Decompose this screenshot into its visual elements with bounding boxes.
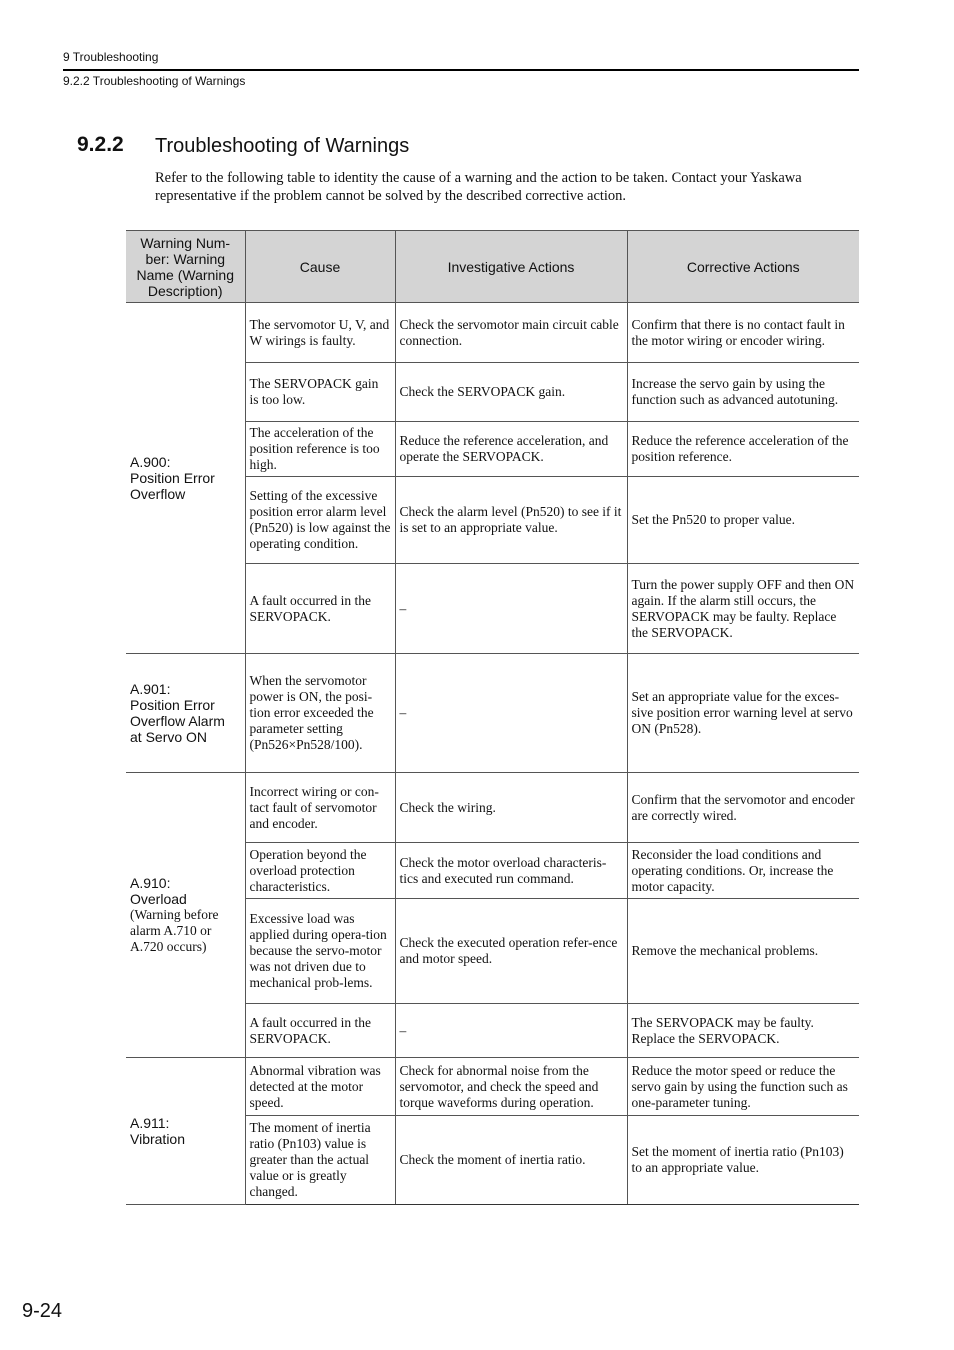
warning-code: A.910: Overload — [130, 875, 187, 907]
investigative-cell: Check the SERVOPACK gain. — [395, 363, 627, 422]
cause-cell: When the servomotor power is ON, the posi-tion error exceeded the parameter setting (Pn526×Pn528/100). — [245, 654, 395, 773]
corrective-cell: Set an appropriate value for the exces-sive position error warning level at servo ON (Pn528). — [627, 654, 859, 773]
cause-cell: A fault occurred in the SERVOPACK. — [245, 1004, 395, 1058]
warning-code-cell — [126, 1058, 245, 1205]
corrective-cell: Set the Pn520 to proper value. — [627, 477, 859, 564]
warning-code: A.901: Position Error Overflow Alarm at Servo ON — [130, 681, 225, 745]
corrective-cell: Turn the power supply OFF and then ON again. If the alarm still occurs, the SERVOPACK may be faulty. Replace the SERVOPACK. — [627, 564, 859, 654]
warning-code-cell — [126, 303, 245, 654]
cause-cell: Setting of the excessive position error alarm level (Pn520) is low against the operating condition. — [245, 477, 395, 564]
header-rule — [63, 69, 859, 71]
investigative-cell: Check the moment of inertia ratio. — [395, 1116, 627, 1205]
investigative-cell: – — [395, 654, 627, 773]
cause-cell: The acceleration of the position reference is too high. — [245, 422, 395, 477]
cause-cell: Incorrect wiring or con-tact fault of servomotor and encoder. — [245, 773, 395, 843]
intro-paragraph: Refer to the following table to identity the cause of a warning and the action to be taken. Contact your Yaskawa representative if the problem cannot be solved by the described corrective action. — [155, 170, 802, 204]
cause-cell: The moment of inertia ratio (Pn103) value is greater than the actual value or is greatly changed. — [245, 1116, 395, 1205]
corrective-cell: Reconsider the load conditions and operating conditions. Or, increase the motor capacity. — [627, 843, 859, 899]
section-number: 9.2.2 — [77, 133, 124, 156]
running-header-section: 9.2.2 Troubleshooting of Warnings — [63, 74, 246, 88]
corrective-cell: Confirm that there is no contact fault in the motor wiring or encoder wiring. — [627, 303, 859, 363]
cause-cell: Excessive load was applied during opera-tion because the servo-motor was not driven due to mechanical prob-lems. — [245, 899, 395, 1004]
table-header-row — [126, 231, 859, 303]
cause-cell: A fault occurred in the SERVOPACK. — [245, 564, 395, 654]
warning-code: A.900: Position Error Overflow — [130, 454, 215, 502]
cause-cell: Operation beyond the overload protection characteristics. — [245, 843, 395, 899]
header-corrective: Corrective Actions — [627, 231, 859, 303]
corrective-cell: Increase the servo gain by using the function such as advanced autotuning. — [627, 363, 859, 422]
header-investigative: Investigative Actions — [395, 231, 627, 303]
table-row — [126, 773, 859, 843]
investigative-cell: Check for abnormal noise from the servomotor, and check the speed and torque waveforms during operation. — [395, 1058, 627, 1116]
warning-code-cell — [126, 654, 245, 773]
investigative-cell: Check the servomotor main circuit cable connection. — [395, 303, 627, 363]
corrective-cell: Set the moment of inertia ratio (Pn103) to an appropriate value. — [627, 1116, 859, 1205]
investigative-cell: Check the alarm level (Pn520) to see if it is set to an appropriate value. — [395, 477, 627, 564]
cause-cell: The SERVOPACK gain is too low. — [245, 363, 395, 422]
warning-note: (Warning before alarm A.710 or A.720 occurs) — [130, 907, 219, 954]
warning-code: A.911: Vibration — [130, 1115, 186, 1147]
table-body — [126, 303, 859, 1205]
corrective-cell: Confirm that the servomotor and encoder are correctly wired. — [627, 773, 859, 843]
corrective-cell: Remove the mechanical problems. — [627, 899, 859, 1004]
page-number: 9-24 — [22, 1300, 63, 1322]
corrective-cell: Reduce the reference acceleration of the position reference. — [627, 422, 859, 477]
header-warning: Warning Num- ber: Warning Name (Warning Description) — [126, 231, 245, 303]
warning-code-cell — [126, 773, 245, 1058]
table-row — [126, 1058, 859, 1116]
cause-cell: Abnormal vibration was detected at the motor speed. — [245, 1058, 395, 1116]
warnings-table — [126, 230, 859, 1205]
table-row — [126, 654, 859, 773]
investigative-cell: Reduce the reference acceleration, and operate the SERVOPACK. — [395, 422, 627, 477]
investigative-cell: Check the executed operation refer-ence and motor speed. — [395, 899, 627, 1004]
investigative-cell: Check the motor overload characteris-tics and executed run command. — [395, 843, 627, 899]
investigative-cell: – — [395, 564, 627, 654]
corrective-cell: The SERVOPACK may be faulty. Replace the SERVOPACK. — [627, 1004, 859, 1058]
corrective-cell: Reduce the motor speed or reduce the servo gain by using the function such as one-parameter tuning. — [627, 1058, 859, 1116]
table-row — [126, 303, 859, 363]
header-cause: Cause — [245, 231, 395, 303]
cause-cell: The servomotor U, V, and W wirings is faulty. — [245, 303, 395, 363]
investigative-cell: Check the wiring. — [395, 773, 627, 843]
section-title: Troubleshooting of Warnings — [155, 135, 410, 157]
running-header-chapter: 9 Troubleshooting — [63, 50, 159, 64]
investigative-cell: – — [395, 1004, 627, 1058]
